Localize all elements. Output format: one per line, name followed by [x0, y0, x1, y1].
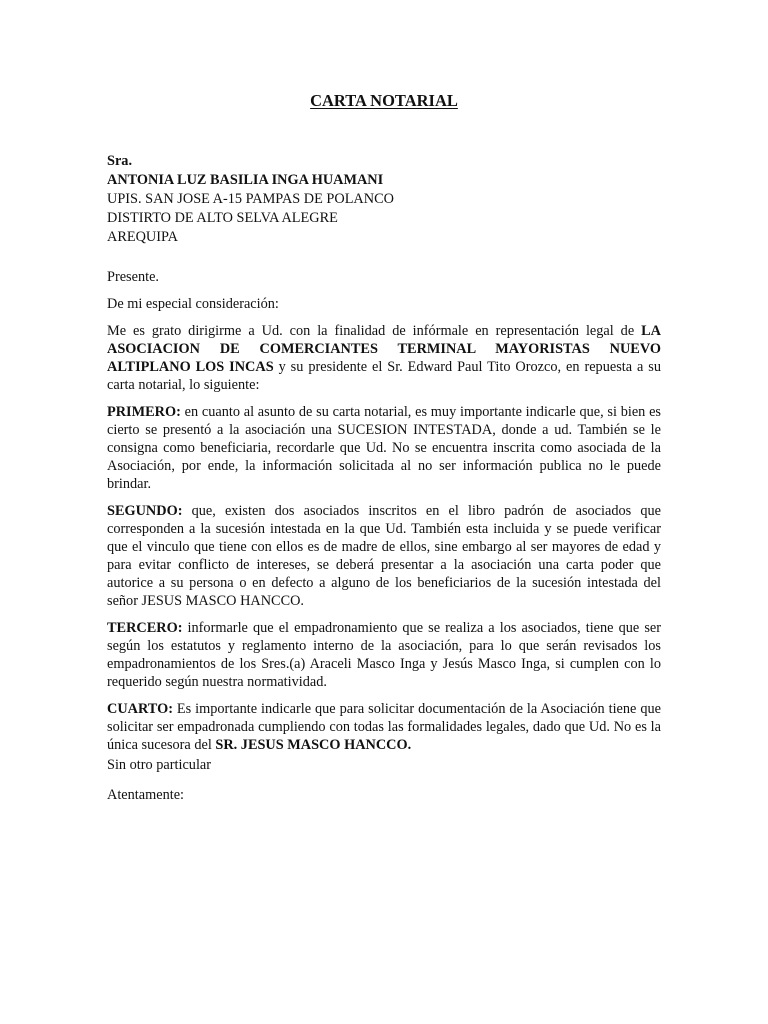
segundo-label: SEGUNDO: [107, 503, 183, 519]
greeting-presente: Presente. [107, 269, 160, 285]
intro-lead: Me es grato dirigirme a Ud. con la finalidad de infórmale en representación legal de [107, 323, 642, 339]
closing-signoff: Atentamente: [107, 787, 185, 803]
paragraph-primero [107, 403, 661, 493]
tercero-text: informarle que el empadronamiento que se realiza a los asociados, tiene que ser según los estatutos y reglamento interno de la asociación, para lo que serán revisados los empadronamientos de los Sres.(a) Araceli Masco Inga y Jesús Masco Inga, si cumplen con lo requerido según nuestra normatividad. [107, 620, 661, 690]
primero-label: PRIMERO: [107, 404, 181, 420]
tercero-label: TERCERO: [107, 620, 183, 636]
document-title: CARTA NOTARIAL [310, 91, 458, 110]
intro-tail: y su presidente el Sr. Edward Paul Tito Orozco, en repuesta a su carta notarial, lo siguiente: [107, 359, 661, 393]
recipient-city: AREQUIPA [107, 229, 178, 245]
closing-line: Sin otro particular [107, 757, 212, 773]
recipient-salutation: Sra. [107, 153, 133, 169]
segundo-text: que, existen dos asociados inscritos en el libro padrón de asociados que corresponden a la sucesión intestada en la que Ud. También esta incluida y se puede verificar que el vinculo que tiene con ellos es de madre de ellos, sine embargo al ser mayores de edad y para evitar conflicto de intereses, se deberá presentar a la asociación una carta poder que autorice a su persona o en defecto a alguno de los beneficiarios de la sucesión intestada del señor JESUS MASCO HANCCO. [107, 503, 661, 609]
primero-text: en cuanto al asunto de su carta notarial, es muy importante indicarle que, si bien es cierto se presentó a la asociación una SUCESION INTESTADA, donde a ud. También se le consigna como beneficiaria, recordarle que Ud. No se encuentra inscrita como asociada de la Asociación, por ende, la información solicitada al no ser información publica no le puede brindar. [107, 404, 661, 492]
recipient-block [107, 152, 667, 247]
paragraph-segundo [107, 502, 661, 610]
recipient-name: ANTONIA LUZ BASILIA INGA HUAMANI [107, 172, 384, 188]
intro-paragraph [107, 322, 661, 394]
cuarto-text: Es importante indicarle que para solicitar documentación de la Asociación tiene que solicitar ser empadronada cumpliendo con todas las formalidades legales, dado que Ud. No es la única sucesora del [107, 701, 661, 753]
recipient-address-line-2: DISTIRTO DE ALTO SELVA ALEGRE [107, 210, 338, 226]
cuarto-label: CUARTO: [107, 701, 173, 717]
greeting-consideration: De mi especial consideración: [107, 296, 279, 312]
association-name: LA ASOCIACION DE COMERCIANTES TERMINAL MAYORISTAS NUEVO ALTIPLANO LOS INCAS [107, 323, 661, 375]
paragraph-cuarto [107, 700, 661, 754]
cuarto-name: SR. JESUS MASCO HANCCO. [215, 737, 412, 753]
letter-body [107, 268, 661, 754]
paragraph-tercero [107, 619, 661, 691]
recipient-address-line-1: UPIS. SAN JOSE A-15 PAMPAS DE POLANCO [107, 191, 394, 207]
